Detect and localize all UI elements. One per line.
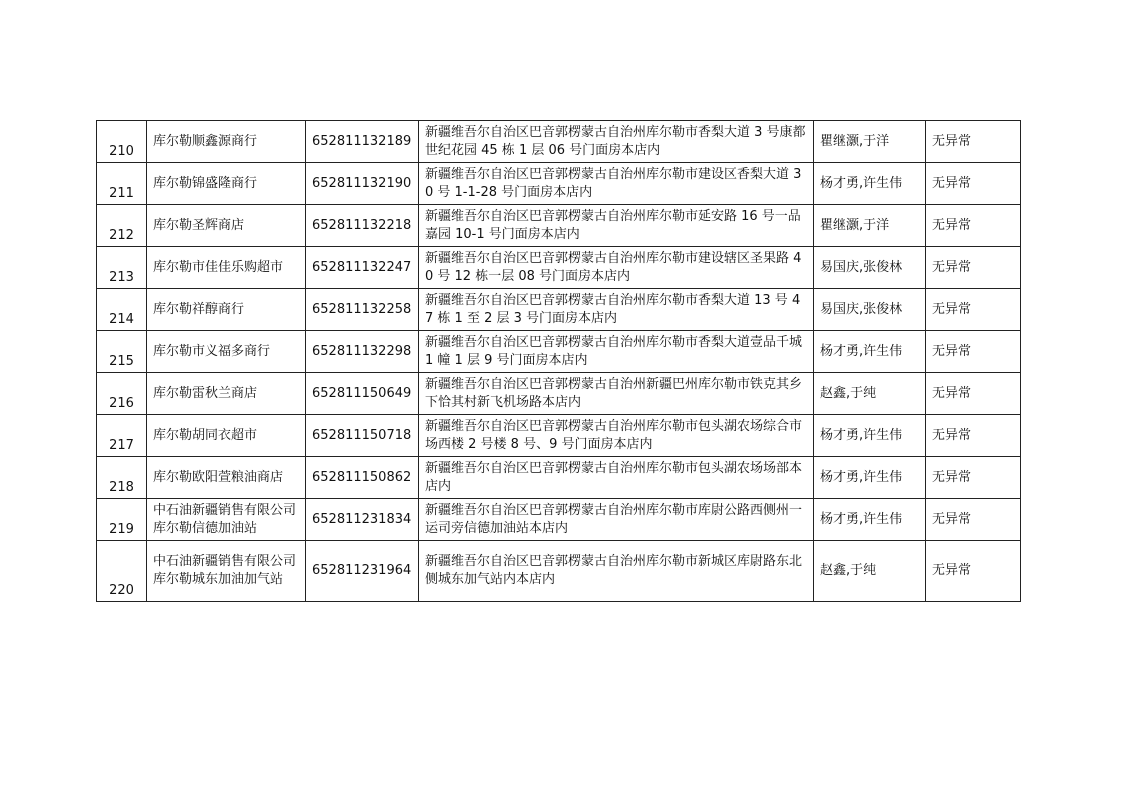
table-row	[97, 373, 1021, 415]
business-name: 中石油新疆销售有限公司库尔勒信德加油站	[147, 499, 306, 541]
inspectors: 瞿继灏,于洋	[814, 121, 926, 163]
row-number: 215	[97, 331, 147, 373]
inspection-result: 无异常	[926, 121, 1021, 163]
table-row	[97, 163, 1021, 205]
business-name: 库尔勒圣辉商店	[147, 205, 306, 247]
table-row	[97, 415, 1021, 457]
table-body	[97, 121, 1021, 602]
business-address: 新疆维吾尔自治区巴音郭楞蒙古自治州库尔勒市库尉公路西侧州一运司旁信德加油站本店内	[419, 499, 814, 541]
row-number: 218	[97, 457, 147, 499]
inspection-result: 无异常	[926, 331, 1021, 373]
registration-code: 652811132189	[306, 121, 419, 163]
table-row	[97, 247, 1021, 289]
registration-code: 652811150862	[306, 457, 419, 499]
business-name: 库尔勒胡同衣超市	[147, 415, 306, 457]
inspection-result: 无异常	[926, 541, 1021, 602]
table-row	[97, 331, 1021, 373]
registration-code: 652811132190	[306, 163, 419, 205]
business-address: 新疆维吾尔自治区巴音郭楞蒙古自治州库尔勒市香梨大道壹品千城 1 幢 1 层 9 号门面房本店内	[419, 331, 814, 373]
table-row	[97, 457, 1021, 499]
inspection-result: 无异常	[926, 415, 1021, 457]
registration-code: 652811132218	[306, 205, 419, 247]
inspection-records-table	[96, 120, 1021, 602]
registration-code: 652811231964	[306, 541, 419, 602]
inspectors: 杨才勇,许生伟	[814, 331, 926, 373]
inspectors: 赵鑫,于纯	[814, 373, 926, 415]
business-address: 新疆维吾尔自治区巴音郭楞蒙古自治州库尔勒市香梨大道 13 号 47 栋 1 至 2 层 3 号门面房本店内	[419, 289, 814, 331]
inspectors: 瞿继灏,于洋	[814, 205, 926, 247]
row-number: 213	[97, 247, 147, 289]
business-address: 新疆维吾尔自治区巴音郭楞蒙古自治州新疆巴州库尔勒市铁克其乡下恰其村新飞机场路本店内	[419, 373, 814, 415]
inspectors: 杨才勇,许生伟	[814, 163, 926, 205]
inspection-result: 无异常	[926, 499, 1021, 541]
business-name: 库尔勒雷秋兰商店	[147, 373, 306, 415]
inspectors: 易国庆,张俊林	[814, 247, 926, 289]
registration-code: 652811132247	[306, 247, 419, 289]
inspection-result: 无异常	[926, 289, 1021, 331]
inspectors: 杨才勇,许生伟	[814, 415, 926, 457]
inspection-result: 无异常	[926, 373, 1021, 415]
inspection-result: 无异常	[926, 205, 1021, 247]
table-row	[97, 541, 1021, 602]
table-row	[97, 289, 1021, 331]
business-name: 库尔勒锦盛隆商行	[147, 163, 306, 205]
inspectors: 杨才勇,许生伟	[814, 499, 926, 541]
inspection-result: 无异常	[926, 247, 1021, 289]
business-name: 中石油新疆销售有限公司库尔勒城东加油加气站	[147, 541, 306, 602]
inspectors: 杨才勇,许生伟	[814, 457, 926, 499]
inspection-result: 无异常	[926, 163, 1021, 205]
inspection-result: 无异常	[926, 457, 1021, 499]
business-name: 库尔勒市义福多商行	[147, 331, 306, 373]
registration-code: 652811231834	[306, 499, 419, 541]
row-number: 220	[97, 541, 147, 602]
row-number: 216	[97, 373, 147, 415]
business-address: 新疆维吾尔自治区巴音郭楞蒙古自治州库尔勒市建设区香梨大道 30 号 1-1-28 号门面房本店内	[419, 163, 814, 205]
registration-code: 652811150649	[306, 373, 419, 415]
business-address: 新疆维吾尔自治区巴音郭楞蒙古自治州库尔勒市建设辖区圣果路 40 号 12 栋一层 08 号门面房本店内	[419, 247, 814, 289]
business-name: 库尔勒祥醇商行	[147, 289, 306, 331]
business-address: 新疆维吾尔自治区巴音郭楞蒙古自治州库尔勒市香梨大道 3 号康都世纪花园 45 栋 1 层 06 号门面房本店内	[419, 121, 814, 163]
row-number: 214	[97, 289, 147, 331]
row-number: 219	[97, 499, 147, 541]
business-address: 新疆维吾尔自治区巴音郭楞蒙古自治州库尔勒市包头湖农场综合市场西楼 2 号楼 8 号、9 号门面房本店内	[419, 415, 814, 457]
business-name: 库尔勒欧阳萱粮油商店	[147, 457, 306, 499]
registration-code: 652811132258	[306, 289, 419, 331]
table-row	[97, 205, 1021, 247]
registration-code: 652811150718	[306, 415, 419, 457]
registration-code: 652811132298	[306, 331, 419, 373]
business-address: 新疆维吾尔自治区巴音郭楞蒙古自治州库尔勒市延安路 16 号一品嘉园 10-1 号门面房本店内	[419, 205, 814, 247]
business-name: 库尔勒顺鑫源商行	[147, 121, 306, 163]
inspectors: 赵鑫,于纯	[814, 541, 926, 602]
table-row	[97, 499, 1021, 541]
row-number: 217	[97, 415, 147, 457]
business-address: 新疆维吾尔自治区巴音郭楞蒙古自治州库尔勒市新城区库尉路东北侧城东加气站内本店内	[419, 541, 814, 602]
row-number: 212	[97, 205, 147, 247]
table-row	[97, 121, 1021, 163]
business-name: 库尔勒市佳佳乐购超市	[147, 247, 306, 289]
row-number: 211	[97, 163, 147, 205]
business-address: 新疆维吾尔自治区巴音郭楞蒙古自治州库尔勒市包头湖农场场部本店内	[419, 457, 814, 499]
row-number: 210	[97, 121, 147, 163]
inspectors: 易国庆,张俊林	[814, 289, 926, 331]
